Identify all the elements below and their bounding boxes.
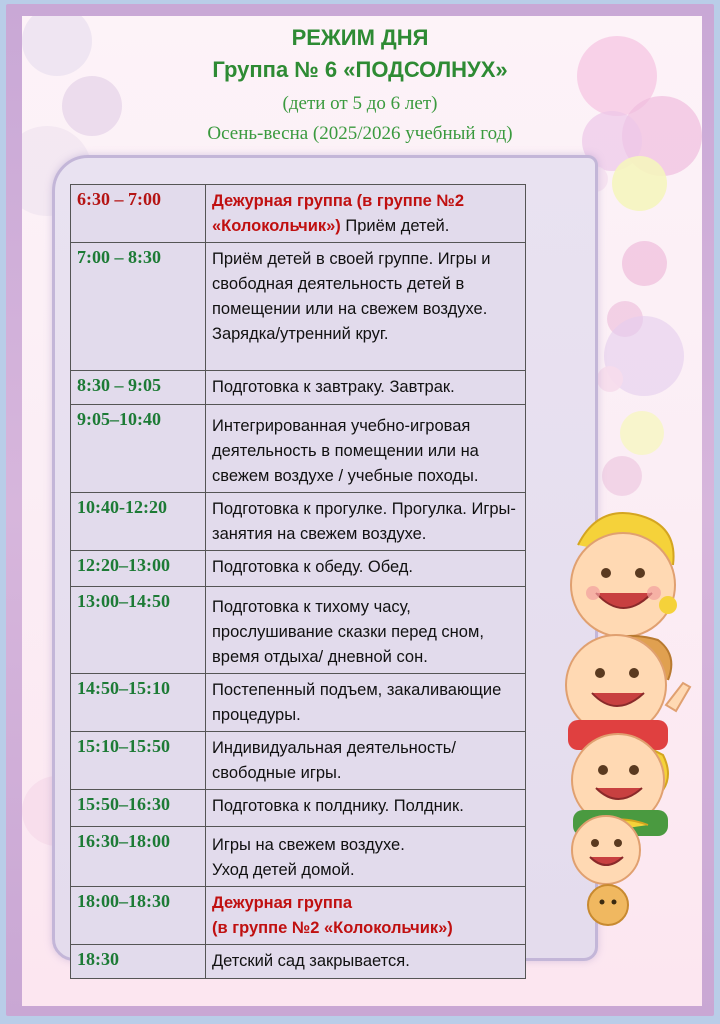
- schedule-table: [70, 184, 526, 979]
- table-row: [71, 887, 526, 945]
- table-row: [71, 371, 526, 405]
- activity-cell: Интегрированная учебно-игровая деятельность в помещении или на свежем воздухе / учебные походы.: [206, 405, 526, 493]
- decor-bubble: [597, 366, 623, 392]
- time-cell: 18:00–18:30: [71, 887, 206, 945]
- activity-text: Приём детей в своей группе. Игры и свободная деятельность детей в помещении или на свежем воздухе.: [212, 250, 491, 318]
- school-year: Осень-весна (2025/2026 учебный год): [207, 123, 513, 144]
- table-row: [71, 945, 526, 979]
- duty-group-label: (в группе №2 «Колокольчик»): [212, 919, 453, 937]
- time-cell: 15:10–15:50: [71, 732, 206, 790]
- table-row: [71, 732, 526, 790]
- activity-text: Уход детей домой.: [212, 861, 355, 879]
- activity-text: Приём детей.: [340, 217, 450, 235]
- activity-cell: Подготовка к тихому часу, прослушивание сказки перед сном, время отдыха/ дневной сон.: [206, 587, 526, 674]
- time-cell: 10:40-12:20: [71, 493, 206, 551]
- kid-face-icon: [566, 635, 690, 750]
- activity-cell: Детский сад закрывается.: [206, 945, 526, 979]
- time-cell: 18:30: [71, 945, 206, 979]
- table-row: [71, 405, 526, 493]
- table-row: [71, 674, 526, 732]
- activity-cell: [206, 887, 526, 945]
- activity-cell: Постепенный подъем, закаливающие процедуры.: [206, 674, 526, 732]
- activity-cell: [206, 827, 526, 887]
- time-cell: 7:00 – 8:30: [71, 243, 206, 371]
- group-name: Группа № 6 «ПОДСОЛНУХ»: [212, 57, 508, 82]
- time-cell: 9:05–10:40: [71, 405, 206, 493]
- activity-text: Зарядка/утренний круг.: [212, 325, 389, 343]
- time-cell: 15:50–16:30: [71, 790, 206, 827]
- kids-illustration: [548, 505, 698, 935]
- time-cell: 13:00–14:50: [71, 587, 206, 674]
- activity-cell: Индивидуальная деятельность/ свободные игры.: [206, 732, 526, 790]
- table-row: [71, 551, 526, 587]
- table-row: [71, 827, 526, 887]
- decor-bubble: [622, 241, 667, 286]
- duty-group-label: Дежурная группа (в группе №2 «Колокольчик»): [212, 192, 465, 235]
- table-row: [71, 185, 526, 243]
- time-cell: 6:30 – 7:00: [71, 185, 206, 243]
- duty-group-label: Дежурная группа: [212, 894, 353, 912]
- activity-cell: Подготовка к полднику. Полдник.: [206, 790, 526, 827]
- table-row: [71, 243, 526, 371]
- time-cell: 12:20–13:00: [71, 551, 206, 587]
- activity-cell: Подготовка к обеду. Обед.: [206, 551, 526, 587]
- decor-bubble: [620, 411, 664, 455]
- activity-cell: [206, 185, 526, 243]
- activity-text: Игры на свежем воздухе.: [212, 836, 405, 854]
- activity-cell: Подготовка к прогулке. Прогулка. Игры-занятия на свежем воздухе.: [206, 493, 526, 551]
- decor-bubble: [612, 156, 667, 211]
- kid-face-icon: [571, 513, 677, 637]
- table-row: [71, 493, 526, 551]
- decor-bubble: [602, 456, 642, 496]
- time-cell: 14:50–15:10: [71, 674, 206, 732]
- activity-cell: Подготовка к завтраку. Завтрак.: [206, 371, 526, 405]
- age-range: (дети от 5 до 6 лет): [282, 93, 438, 114]
- page-title: РЕЖИМ ДНЯ: [291, 25, 429, 50]
- time-cell: 8:30 – 9:05: [71, 371, 206, 405]
- table-row: [71, 587, 526, 674]
- time-cell: 16:30–18:00: [71, 827, 206, 887]
- table-row: [71, 790, 526, 827]
- activity-cell: [206, 243, 526, 371]
